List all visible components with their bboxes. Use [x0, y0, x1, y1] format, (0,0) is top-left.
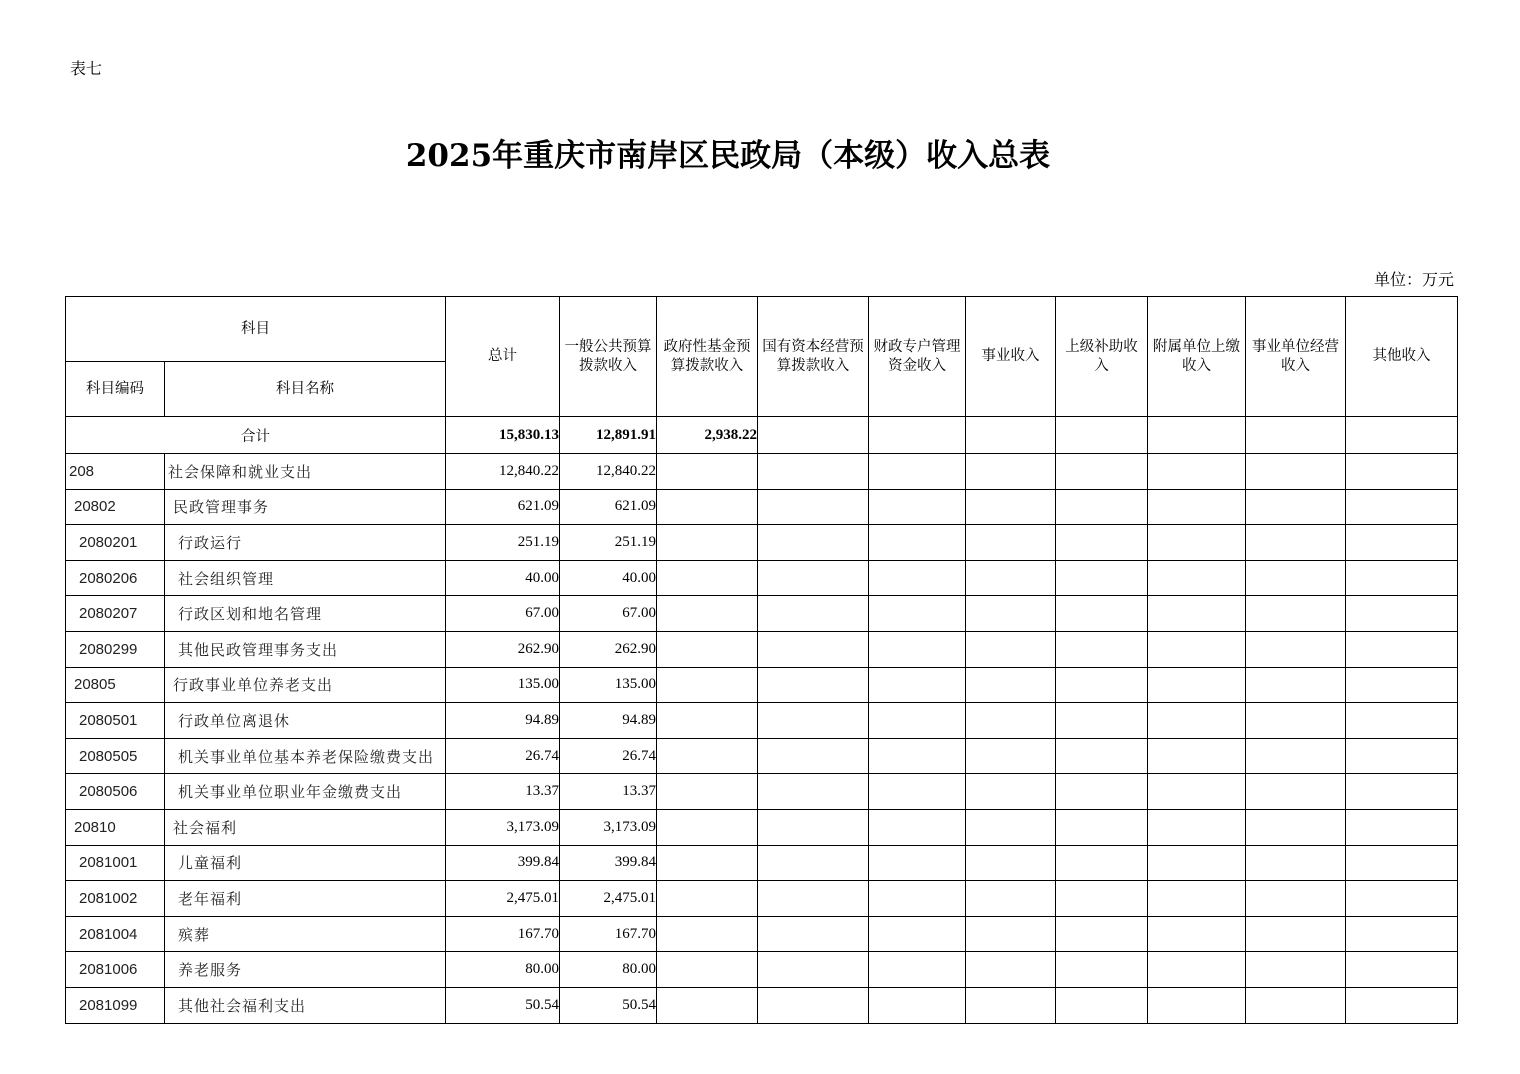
unit-label: 单位：万元	[1373, 270, 1454, 289]
cell-empty	[1246, 667, 1346, 703]
cell-general-budget: 40.00	[560, 560, 657, 596]
cell-empty	[1346, 489, 1458, 525]
header-subject-name: 科目名称	[165, 362, 446, 417]
cell-empty	[1056, 596, 1148, 632]
table-row	[66, 631, 1458, 667]
cell-empty	[869, 489, 966, 525]
cell-empty	[1148, 454, 1246, 490]
subject-name: 养老服务	[165, 952, 446, 988]
cell-empty	[657, 703, 758, 739]
cell-empty	[657, 774, 758, 810]
subject-code: 2081004	[66, 916, 165, 952]
cell-empty	[758, 525, 869, 561]
cell-empty	[1246, 454, 1346, 490]
subject-code: 2080506	[66, 774, 165, 810]
cell-empty	[966, 916, 1056, 952]
cell-empty	[758, 454, 869, 490]
cell-empty	[1246, 845, 1346, 881]
cell-empty	[657, 916, 758, 952]
cell-total: 167.70	[446, 916, 560, 952]
table-row	[66, 596, 1458, 632]
cell-general-budget: 12,840.22	[560, 454, 657, 490]
cell-empty	[1246, 489, 1346, 525]
cell-empty	[869, 667, 966, 703]
cell-empty	[1148, 703, 1246, 739]
cell-empty	[1246, 560, 1346, 596]
cell-empty	[1056, 560, 1148, 596]
cell-empty	[1346, 667, 1458, 703]
cell-empty	[1148, 952, 1246, 988]
cell-empty	[758, 916, 869, 952]
header-state-capital: 国有资本经营预算拨款收入	[758, 297, 869, 417]
cell-empty	[758, 703, 869, 739]
cell-empty	[1246, 809, 1346, 845]
header-special-account: 财政专户管理资金收入	[869, 297, 966, 417]
cell-empty	[758, 560, 869, 596]
total-cell-empty	[869, 417, 966, 454]
cell-general-budget: 2,475.01	[560, 881, 657, 917]
header-total: 总计	[446, 297, 560, 417]
cell-empty	[1148, 667, 1246, 703]
cell-general-budget: 3,173.09	[560, 809, 657, 845]
cell-empty	[1246, 987, 1346, 1023]
cell-empty	[869, 703, 966, 739]
cell-empty	[758, 667, 869, 703]
cell-empty	[657, 489, 758, 525]
cell-empty	[966, 525, 1056, 561]
total-cell-empty	[1246, 417, 1346, 454]
cell-empty	[657, 845, 758, 881]
subject-name: 社会保障和就业支出	[165, 454, 446, 490]
subject-code: 2081006	[66, 952, 165, 988]
cell-empty	[966, 809, 1056, 845]
cell-empty	[758, 881, 869, 917]
cell-empty	[1148, 987, 1246, 1023]
cell-empty	[657, 454, 758, 490]
cell-total: 13.37	[446, 774, 560, 810]
cell-general-budget: 80.00	[560, 952, 657, 988]
cell-empty	[1246, 525, 1346, 561]
cell-empty	[1346, 774, 1458, 810]
subject-name: 行政事业单位养老支出	[165, 667, 446, 703]
cell-empty	[966, 881, 1056, 917]
total-cell-empty	[1148, 417, 1246, 454]
total-label: 合计	[66, 417, 446, 454]
cell-total: 399.84	[446, 845, 560, 881]
cell-empty	[869, 454, 966, 490]
cell-empty	[1246, 881, 1346, 917]
cell-empty	[1056, 489, 1148, 525]
cell-empty	[1246, 916, 1346, 952]
table-row	[66, 952, 1458, 988]
cell-empty	[1346, 525, 1458, 561]
cell-empty	[869, 525, 966, 561]
cell-empty	[758, 809, 869, 845]
subject-code: 2081002	[66, 881, 165, 917]
cell-total: 3,173.09	[446, 809, 560, 845]
cell-empty	[966, 845, 1056, 881]
cell-empty	[1346, 952, 1458, 988]
cell-empty	[1346, 596, 1458, 632]
total-cell-total: 15,830.13	[446, 417, 560, 454]
cell-general-budget: 399.84	[560, 845, 657, 881]
cell-empty	[1056, 809, 1148, 845]
cell-empty	[1056, 952, 1148, 988]
header-row-1	[66, 297, 1458, 362]
cell-empty	[966, 667, 1056, 703]
table-row	[66, 881, 1458, 917]
cell-empty	[758, 774, 869, 810]
table-row	[66, 560, 1458, 596]
table-number: 表七	[70, 59, 103, 78]
cell-total: 12,840.22	[446, 454, 560, 490]
cell-empty	[1346, 845, 1458, 881]
subject-name: 行政单位离退休	[165, 703, 446, 739]
cell-empty	[657, 881, 758, 917]
cell-empty	[1246, 631, 1346, 667]
cell-empty	[657, 952, 758, 988]
cell-general-budget: 262.90	[560, 631, 657, 667]
table-row	[66, 845, 1458, 881]
cell-empty	[1056, 631, 1148, 667]
cell-empty	[966, 596, 1056, 632]
cell-empty	[1056, 703, 1148, 739]
cell-empty	[657, 631, 758, 667]
cell-empty	[1148, 489, 1246, 525]
table-row	[66, 809, 1458, 845]
total-cell-govfund: 2,938.22	[657, 417, 758, 454]
cell-empty	[1246, 738, 1346, 774]
subject-name: 社会福利	[165, 809, 446, 845]
page-title: 2025年重庆市南岸区民政局（本级）收入总表	[405, 138, 1051, 174]
cell-total: 26.74	[446, 738, 560, 774]
subject-code: 20810	[66, 809, 165, 845]
cell-empty	[869, 987, 966, 1023]
cell-general-budget: 50.54	[560, 987, 657, 1023]
cell-empty	[758, 489, 869, 525]
total-cell-empty	[758, 417, 869, 454]
total-cell-general: 12,891.91	[560, 417, 657, 454]
cell-empty	[966, 454, 1056, 490]
subject-code: 2081001	[66, 845, 165, 881]
subject-code: 208	[66, 454, 165, 490]
subject-name: 行政运行	[165, 525, 446, 561]
cell-empty	[869, 952, 966, 988]
cell-empty	[869, 809, 966, 845]
subject-code: 20805	[66, 667, 165, 703]
cell-empty	[1346, 987, 1458, 1023]
header-affiliated-unit: 附属单位上缴收入	[1148, 297, 1246, 417]
cell-total: 251.19	[446, 525, 560, 561]
cell-empty	[1346, 738, 1458, 774]
cell-empty	[657, 560, 758, 596]
cell-empty	[966, 738, 1056, 774]
cell-empty	[758, 631, 869, 667]
cell-empty	[758, 987, 869, 1023]
cell-empty	[966, 703, 1056, 739]
header-superior-subsidy: 上级补助收入	[1056, 297, 1148, 417]
cell-empty	[1148, 631, 1246, 667]
subject-name: 老年福利	[165, 881, 446, 917]
cell-general-budget: 167.70	[560, 916, 657, 952]
cell-empty	[1056, 845, 1148, 881]
subject-code: 2080201	[66, 525, 165, 561]
table-row	[66, 774, 1458, 810]
cell-empty	[1246, 774, 1346, 810]
header-subject-code: 科目编码	[66, 362, 165, 417]
cell-empty	[1246, 703, 1346, 739]
cell-empty	[1056, 525, 1148, 561]
table-row	[66, 916, 1458, 952]
header-general-budget: 一般公共预算拨款收入	[560, 297, 657, 417]
cell-general-budget: 251.19	[560, 525, 657, 561]
cell-empty	[869, 916, 966, 952]
subject-name: 儿童福利	[165, 845, 446, 881]
subject-code: 2080501	[66, 703, 165, 739]
cell-empty	[758, 738, 869, 774]
table-row	[66, 703, 1458, 739]
total-row	[66, 417, 1458, 454]
cell-empty	[1148, 738, 1246, 774]
cell-empty	[966, 560, 1056, 596]
cell-empty	[657, 738, 758, 774]
cell-empty	[966, 489, 1056, 525]
cell-total: 67.00	[446, 596, 560, 632]
cell-total: 262.90	[446, 631, 560, 667]
cell-empty	[1056, 987, 1148, 1023]
cell-empty	[1148, 560, 1246, 596]
cell-empty	[758, 845, 869, 881]
subject-name: 殡葬	[165, 916, 446, 952]
cell-empty	[657, 596, 758, 632]
subject-name: 机关事业单位职业年金缴费支出	[165, 774, 446, 810]
subject-name: 行政区划和地名管理	[165, 596, 446, 632]
cell-total: 94.89	[446, 703, 560, 739]
cell-empty	[1346, 881, 1458, 917]
cell-empty	[1346, 809, 1458, 845]
subject-code: 2080206	[66, 560, 165, 596]
cell-empty	[758, 596, 869, 632]
cell-empty	[1246, 952, 1346, 988]
total-cell-empty	[1056, 417, 1148, 454]
cell-empty	[1346, 631, 1458, 667]
cell-empty	[1148, 845, 1246, 881]
table-row	[66, 525, 1458, 561]
total-cell-empty	[966, 417, 1056, 454]
cell-empty	[1148, 596, 1246, 632]
cell-empty	[1148, 881, 1246, 917]
cell-total: 80.00	[446, 952, 560, 988]
cell-empty	[1346, 703, 1458, 739]
cell-empty	[869, 560, 966, 596]
cell-general-budget: 13.37	[560, 774, 657, 810]
cell-empty	[1056, 916, 1148, 952]
subject-code: 2080505	[66, 738, 165, 774]
cell-empty	[1346, 454, 1458, 490]
cell-general-budget: 26.74	[560, 738, 657, 774]
cell-empty	[1246, 596, 1346, 632]
cell-total: 40.00	[446, 560, 560, 596]
cell-total: 621.09	[446, 489, 560, 525]
subject-code: 2080299	[66, 631, 165, 667]
cell-empty	[869, 774, 966, 810]
cell-general-budget: 135.00	[560, 667, 657, 703]
cell-empty	[1148, 916, 1246, 952]
cell-empty	[657, 987, 758, 1023]
cell-empty	[1148, 809, 1246, 845]
cell-empty	[758, 952, 869, 988]
header-gov-fund: 政府性基金预算拨款收入	[657, 297, 758, 417]
cell-empty	[1346, 560, 1458, 596]
subject-code: 2080207	[66, 596, 165, 632]
table-row	[66, 738, 1458, 774]
cell-empty	[1056, 738, 1148, 774]
cell-total: 135.00	[446, 667, 560, 703]
cell-empty	[869, 631, 966, 667]
header-subject: 科目	[66, 297, 446, 362]
cell-empty	[1148, 525, 1246, 561]
cell-empty	[966, 987, 1056, 1023]
subject-name: 机关事业单位基本养老保险缴费支出	[165, 738, 446, 774]
subject-name: 其他社会福利支出	[165, 987, 446, 1023]
cell-general-budget: 67.00	[560, 596, 657, 632]
header-business-income: 事业收入	[966, 297, 1056, 417]
cell-empty	[1148, 774, 1246, 810]
cell-total: 2,475.01	[446, 881, 560, 917]
cell-empty	[1056, 881, 1148, 917]
cell-empty	[1056, 667, 1148, 703]
cell-empty	[1056, 774, 1148, 810]
cell-empty	[657, 809, 758, 845]
subject-code: 20802	[66, 489, 165, 525]
cell-empty	[869, 845, 966, 881]
cell-empty	[869, 881, 966, 917]
income-summary-table	[65, 296, 1458, 1024]
cell-general-budget: 621.09	[560, 489, 657, 525]
table-row	[66, 489, 1458, 525]
table-row	[66, 454, 1458, 490]
header-other-income: 其他收入	[1346, 297, 1458, 417]
cell-general-budget: 94.89	[560, 703, 657, 739]
cell-empty	[657, 525, 758, 561]
table-row	[66, 987, 1458, 1023]
cell-empty	[966, 952, 1056, 988]
table-row	[66, 667, 1458, 703]
subject-name: 其他民政管理事务支出	[165, 631, 446, 667]
subject-code: 2081099	[66, 987, 165, 1023]
cell-empty	[1346, 916, 1458, 952]
cell-empty	[966, 774, 1056, 810]
header-operating-income: 事业单位经营收入	[1246, 297, 1346, 417]
subject-name: 民政管理事务	[165, 489, 446, 525]
cell-empty	[966, 631, 1056, 667]
cell-empty	[657, 667, 758, 703]
subject-name: 社会组织管理	[165, 560, 446, 596]
cell-empty	[869, 738, 966, 774]
cell-total: 50.54	[446, 987, 560, 1023]
cell-empty	[869, 596, 966, 632]
cell-empty	[1056, 454, 1148, 490]
total-cell-empty	[1346, 417, 1458, 454]
